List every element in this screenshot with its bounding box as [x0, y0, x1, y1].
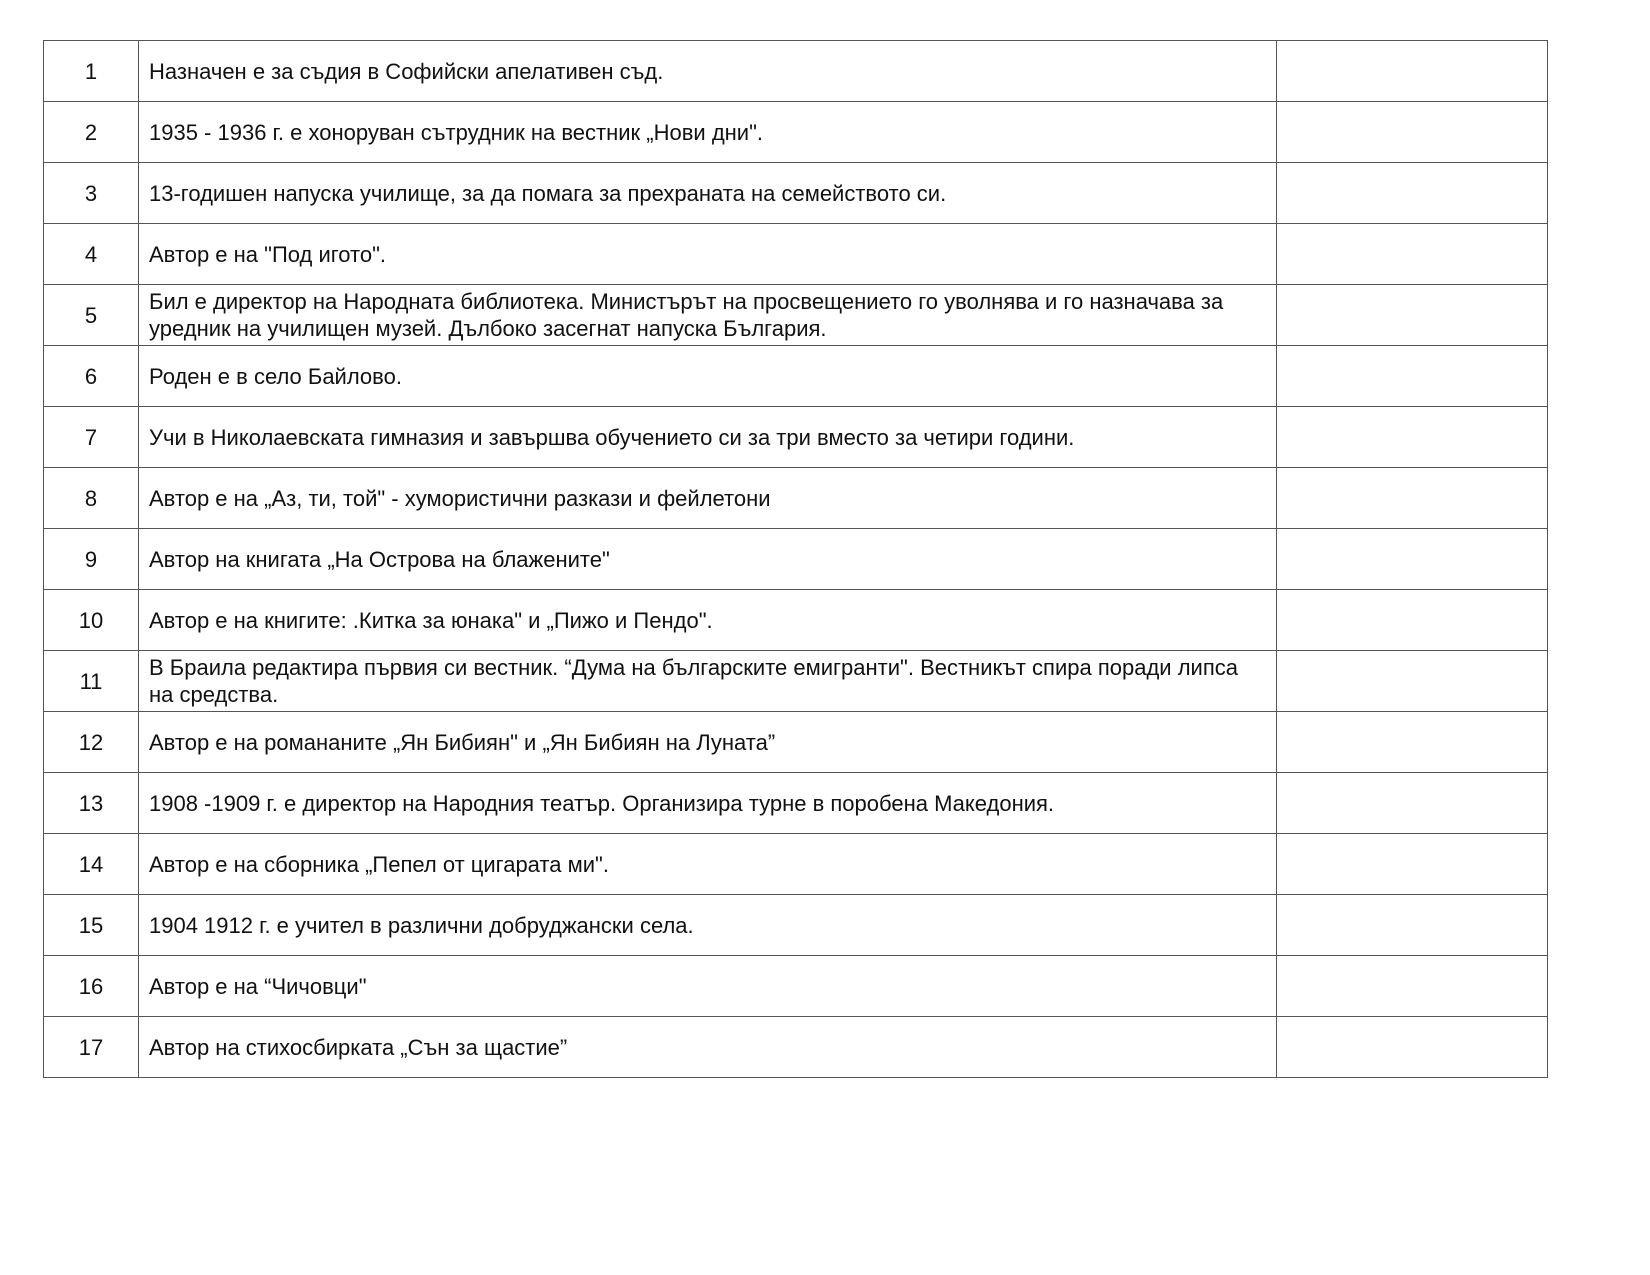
row-answer-cell[interactable]	[1277, 163, 1548, 224]
row-answer-cell[interactable]	[1277, 956, 1548, 1017]
row-number: 7	[44, 407, 139, 468]
table-row	[44, 834, 1548, 895]
row-answer-cell[interactable]	[1277, 834, 1548, 895]
row-statement: 13-годишен напуска училище, за да помага за прехраната на семейството си.	[139, 163, 1277, 224]
table-row	[44, 163, 1548, 224]
table-row	[44, 895, 1548, 956]
row-number: 13	[44, 773, 139, 834]
facts-table-body	[44, 41, 1548, 1078]
row-number: 9	[44, 529, 139, 590]
table-row	[44, 407, 1548, 468]
table-row	[44, 41, 1548, 102]
row-answer-cell[interactable]	[1277, 468, 1548, 529]
table-row	[44, 224, 1548, 285]
row-number: 1	[44, 41, 139, 102]
row-statement: 1904 1912 г. е учител в различни добруджански села.	[139, 895, 1277, 956]
row-number: 3	[44, 163, 139, 224]
row-statement: Учи в Николаевската гимназия и завършва обучението си за три вместо за четири години.	[139, 407, 1277, 468]
row-answer-cell[interactable]	[1277, 529, 1548, 590]
table-row	[44, 102, 1548, 163]
row-answer-cell[interactable]	[1277, 102, 1548, 163]
row-number: 8	[44, 468, 139, 529]
row-answer-cell[interactable]	[1277, 590, 1548, 651]
row-answer-cell[interactable]	[1277, 651, 1548, 712]
row-statement: 1935 - 1936 г. е хоноруван сътрудник на вестник „Нови дни".	[139, 102, 1277, 163]
table-row	[44, 285, 1548, 346]
table-row	[44, 956, 1548, 1017]
table-row	[44, 529, 1548, 590]
row-statement: Автор на книгата „На Острова на блажените"	[139, 529, 1277, 590]
row-statement: Автор е на книгите: .Китка за юнака" и „Пижо и Пендо".	[139, 590, 1277, 651]
row-answer-cell[interactable]	[1277, 1017, 1548, 1078]
row-number: 17	[44, 1017, 139, 1078]
row-answer-cell[interactable]	[1277, 224, 1548, 285]
table-row	[44, 773, 1548, 834]
row-statement: Назначен е за съдия в Софийски апелативен съд.	[139, 41, 1277, 102]
row-statement: Автор е на романаните „Ян Бибиян" и „Ян Бибиян на Луната”	[139, 712, 1277, 773]
row-answer-cell[interactable]	[1277, 41, 1548, 102]
row-answer-cell[interactable]	[1277, 346, 1548, 407]
row-number: 4	[44, 224, 139, 285]
row-number: 6	[44, 346, 139, 407]
row-number: 10	[44, 590, 139, 651]
row-answer-cell[interactable]	[1277, 407, 1548, 468]
row-number: 11	[44, 651, 139, 712]
row-statement: 1908 -1909 г. е директор на Народния театър. Организира турне в поробена Македония.	[139, 773, 1277, 834]
row-statement: Автор е на "Под игото".	[139, 224, 1277, 285]
row-number: 14	[44, 834, 139, 895]
row-number: 16	[44, 956, 139, 1017]
row-number: 12	[44, 712, 139, 773]
row-statement: Автор е на “Чичовци"	[139, 956, 1277, 1017]
table-row	[44, 712, 1548, 773]
row-statement: Автор е на „Аз, ти, той" - хумористични разкази и фейлетони	[139, 468, 1277, 529]
row-number: 5	[44, 285, 139, 346]
row-number: 15	[44, 895, 139, 956]
row-answer-cell[interactable]	[1277, 285, 1548, 346]
row-answer-cell[interactable]	[1277, 773, 1548, 834]
row-answer-cell[interactable]	[1277, 712, 1548, 773]
table-row	[44, 1017, 1548, 1078]
facts-table	[43, 40, 1548, 1078]
row-statement: Автор на стихосбирката „Сън за щастие”	[139, 1017, 1277, 1078]
row-statement: В Браила редактира първия си вестник. “Дума на българските емигранти". Вестникът спира поради липса на средства.	[139, 651, 1277, 712]
row-number: 2	[44, 102, 139, 163]
row-statement: Автор е на сборника „Пепел от цигарата ми".	[139, 834, 1277, 895]
table-row	[44, 651, 1548, 712]
row-statement: Роден е в село Байлово.	[139, 346, 1277, 407]
row-statement: Бил е директор на Народната библиотека. Министърът на просвещението го уволнява и го назначава за уредник на училищен музей. Дълбоко засегнат напуска България.	[139, 285, 1277, 346]
table-row	[44, 590, 1548, 651]
table-row	[44, 346, 1548, 407]
table-row	[44, 468, 1548, 529]
row-answer-cell[interactable]	[1277, 895, 1548, 956]
